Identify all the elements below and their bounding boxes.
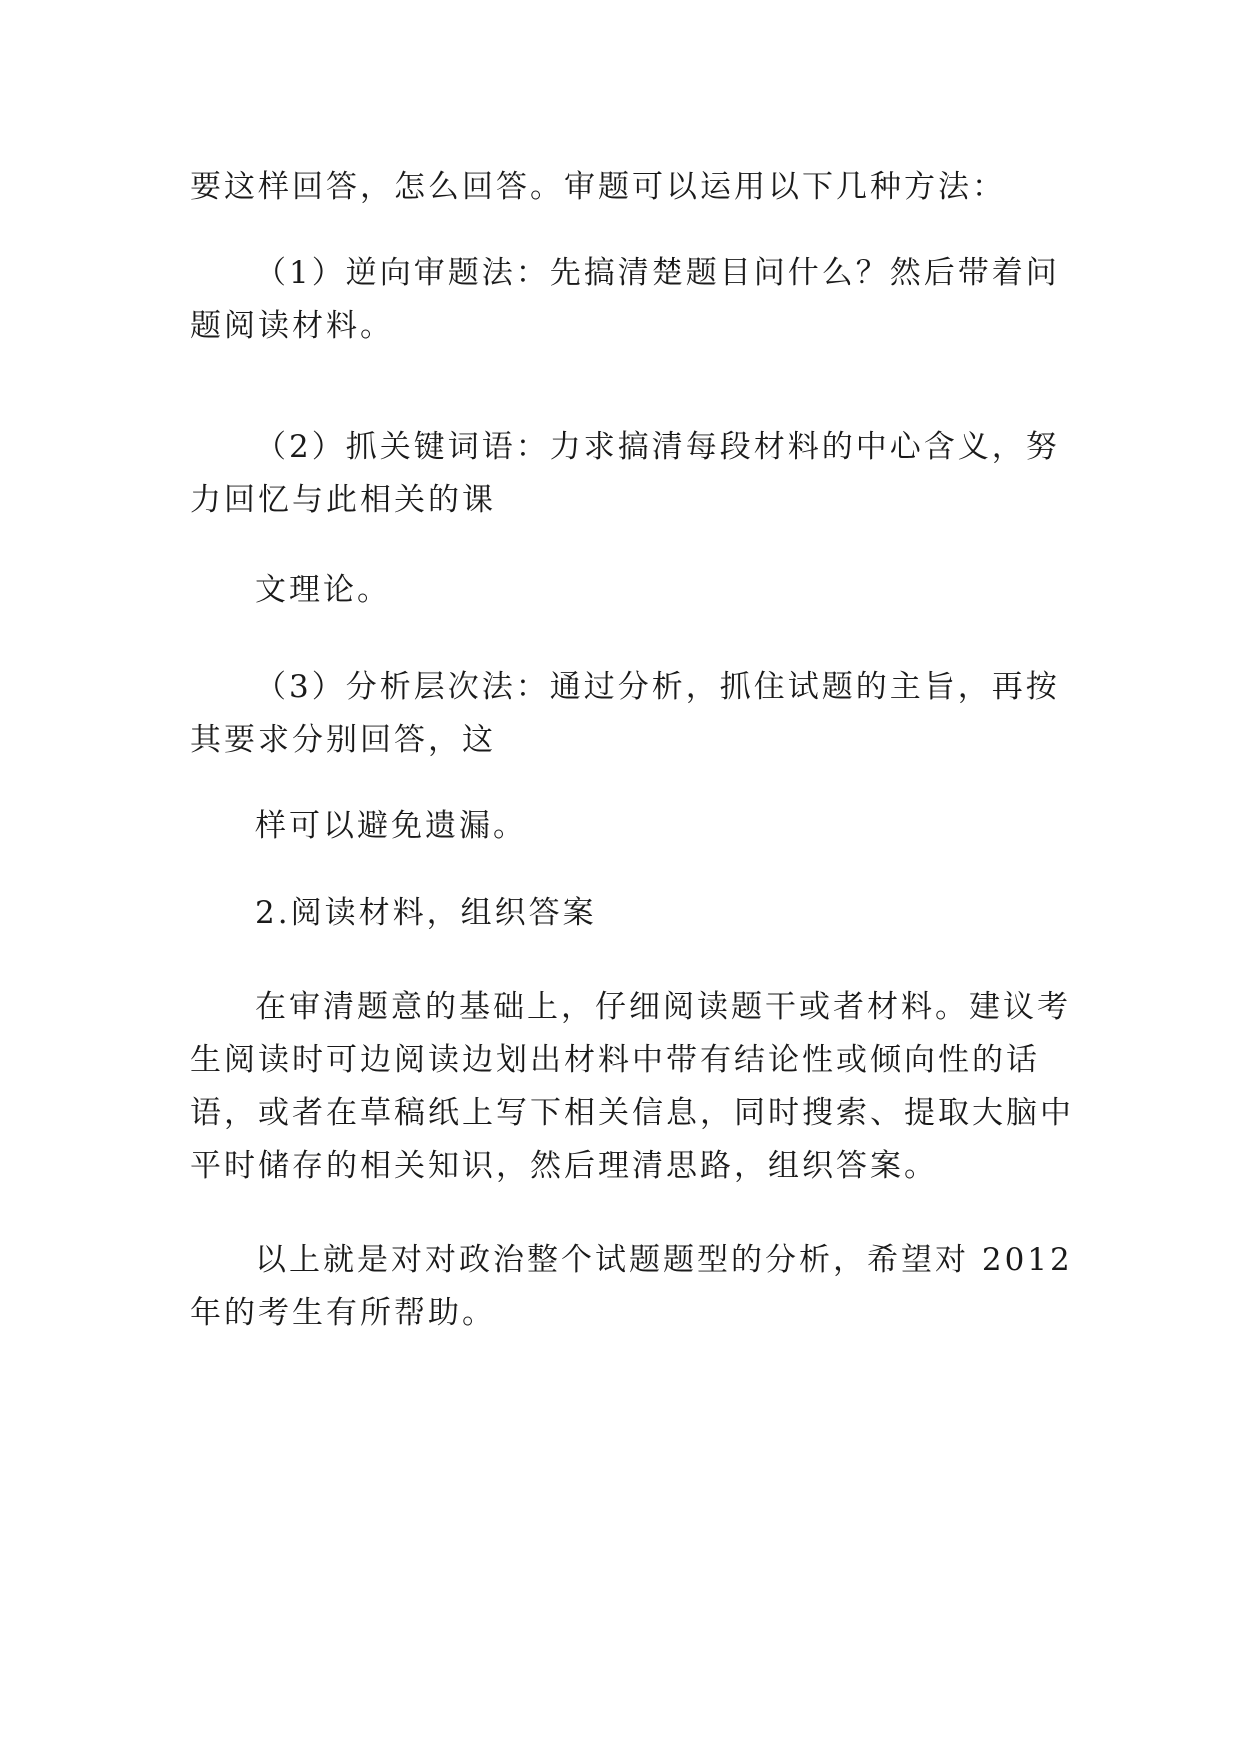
text-line: 其要求分别回答，这 xyxy=(190,722,496,758)
text-line: 力回忆与此相关的课 xyxy=(190,482,496,518)
section-heading: 2.阅读材料，组织答案 xyxy=(255,895,597,931)
text-line: 要这样回答，怎么回答。审题可以运用以下几种方法： xyxy=(190,169,1006,205)
text-line: 题阅读材料。 xyxy=(190,308,394,344)
text-line: 以上就是对对政治整个试题题型的分析，希望对 2012 xyxy=(255,1242,1073,1278)
text-line: 样可以避免遗漏。 xyxy=(255,808,527,844)
text-line: 平时储存的相关知识，然后理清思路，组织答案。 xyxy=(190,1148,938,1184)
text-line: 语，或者在草稿纸上写下相关信息，同时搜索、提取大脑中 xyxy=(190,1095,1074,1131)
text-line: 年的考生有所帮助。 xyxy=(190,1295,496,1331)
text-line: （1）逆向审题法：先搞清楚题目问什么？然后带着问 xyxy=(255,255,1060,291)
text-line: 在审清题意的基础上，仔细阅读题干或者材料。建议考 xyxy=(255,989,1071,1025)
text-line: （3）分析层次法：通过分析，抓住试题的主旨，再按 xyxy=(255,669,1060,705)
text-line: （2）抓关键词语：力求搞清每段材料的中心含义，努 xyxy=(255,429,1060,465)
text-line: 生阅读时可边阅读边划出材料中带有结论性或倾向性的话 xyxy=(190,1042,1040,1078)
text-line: 文理论。 xyxy=(255,572,391,608)
